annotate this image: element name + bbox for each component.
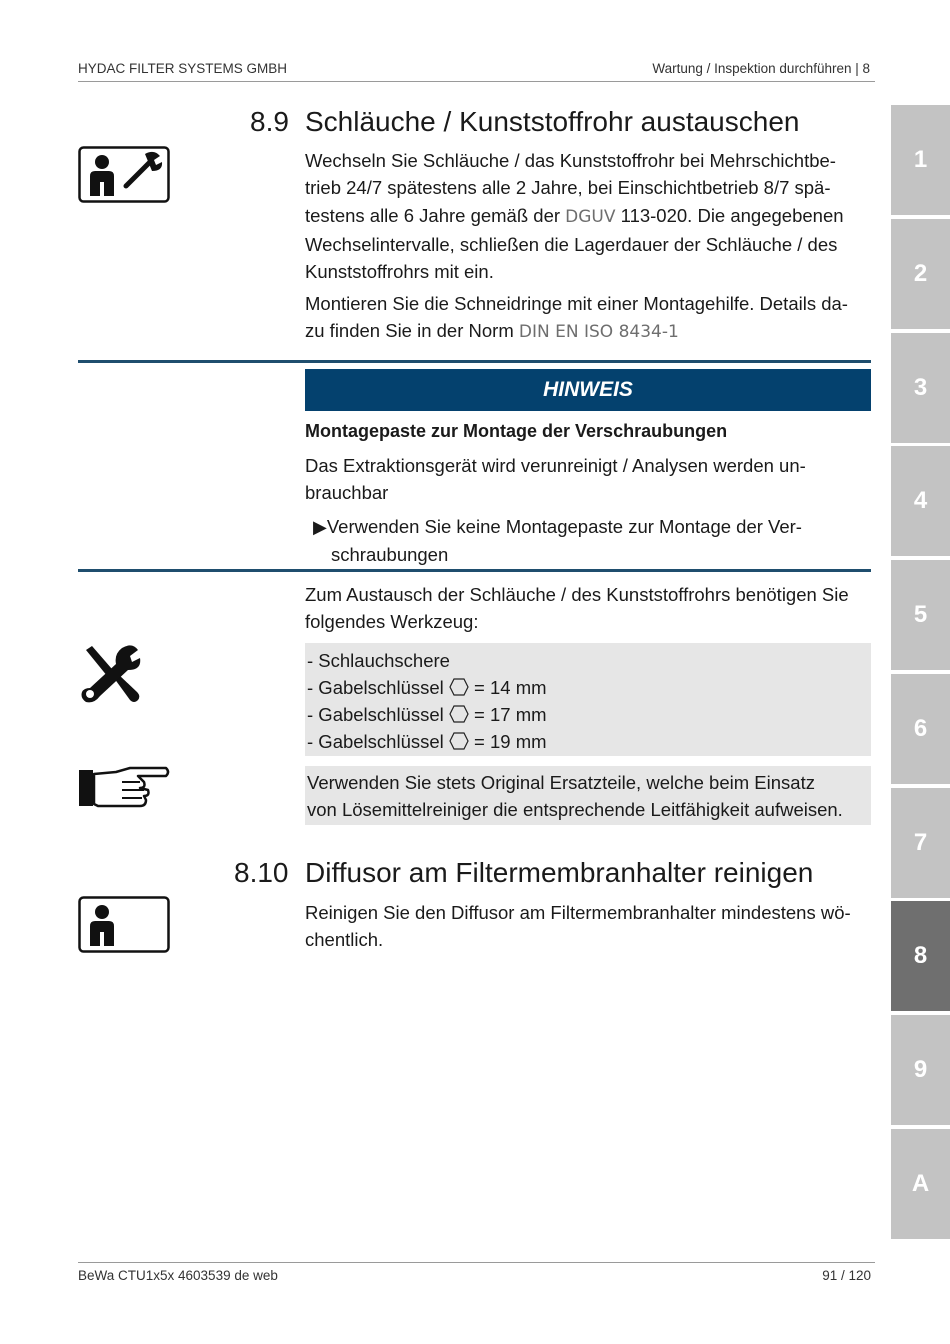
text-fragment: zu finden Sie in der Norm: [305, 320, 519, 342]
chapter-tab-8[interactable]: 8: [891, 901, 950, 1011]
hexagon-wrench-size-icon: [449, 678, 469, 696]
chapter-tab-6[interactable]: 6: [891, 674, 950, 784]
tip-box: [305, 766, 871, 825]
notice-label: HINWEIS: [543, 378, 633, 401]
text-line: Montieren Sie die Schneidringe mit einer Montagehilfe. Details da-: [305, 293, 848, 314]
chapter-tab-3[interactable]: 3: [891, 333, 950, 443]
hexagon-wrench-size-icon: [449, 705, 469, 723]
action-arrow-icon: ▶: [313, 517, 327, 537]
tools-intro: [305, 581, 875, 636]
text-fragment: Verwenden Sie keine Montagepaste zur Montage der Ver-: [326, 516, 802, 537]
text-line: Zum Austausch der Schläuche / des Kunststoffrohrs benötigen Sie: [305, 584, 849, 605]
notice-action: [313, 513, 873, 569]
notice-text: [305, 452, 871, 507]
tool-item: [307, 674, 547, 701]
header-rule: [78, 81, 875, 82]
notice-heading: Montagepaste zur Montage der Verschraubungen: [305, 421, 728, 441]
pointing-hand-icon: [78, 766, 170, 816]
tools-list-box: [305, 643, 871, 756]
specialist-personnel-icon: [78, 146, 170, 208]
text-line: Wechseln Sie Schläuche / das Kunststoffrohr bei Mehrschichtbe-: [305, 150, 836, 171]
personnel-icon: [78, 896, 170, 958]
tools-icon: [78, 642, 142, 711]
tool-item: [307, 647, 450, 674]
text-line: Wechselintervalle, schließen die Lagerdauer der Schläuche / des: [305, 233, 838, 255]
chapter-tab-a[interactable]: A: [891, 1129, 950, 1239]
text-fragment: testens alle 6 Jahre gemäß der: [305, 204, 566, 226]
text-line: folgendes Werkzeug:: [305, 611, 479, 633]
tool-name: - Gabelschlüssel: [307, 677, 444, 698]
notice-bottom-rule: [78, 569, 871, 572]
tool-size: = 19 mm: [474, 731, 547, 752]
footer-document-id: BeWa CTU1x5x 4603539 de web: [78, 1268, 278, 1283]
text-line: [305, 202, 875, 231]
chapter-tab-5[interactable]: 5: [891, 560, 950, 670]
dguv-reference: DGUV: [565, 206, 616, 227]
text-line: Kunststoffrohrs mit ein.: [305, 261, 494, 283]
chapter-tab-7[interactable]: 7: [891, 788, 950, 898]
tool-name: - Gabelschlüssel: [307, 704, 444, 725]
footer-rule: [78, 1262, 875, 1263]
text-line: Verwenden Sie stets Original Ersatzteile, welche beim Einsatz: [307, 772, 815, 793]
tool-size: = 17 mm: [474, 704, 547, 725]
section-number: 8.9: [250, 106, 289, 137]
text-line: schraubungen: [331, 544, 449, 566]
section-title: Schläuche / Kunststoffrohr austauschen: [305, 106, 800, 137]
section-89-paragraph-2: [305, 290, 875, 347]
chapter-tab-4[interactable]: 4: [891, 446, 950, 556]
text-line: [313, 513, 873, 541]
text-line: chentlich.: [305, 929, 384, 951]
section-810-paragraph: [305, 899, 875, 954]
text-fragment: 113-020. Die angegebenen: [615, 204, 844, 226]
tool-name: - Schlauchschere: [307, 650, 450, 671]
tool-item: [307, 701, 547, 728]
header-chapter: Wartung / Inspektion durchführen | 8: [652, 61, 870, 76]
chapter-tab-2[interactable]: 2: [891, 219, 950, 329]
text-line: trieb 24/7 spätestens alle 2 Jahre, bei Einschichtbetrieb 8/7 spä-: [305, 177, 831, 199]
header-company: HYDAC FILTER SYSTEMS GMBH: [78, 61, 288, 76]
norm-reference: DIN EN ISO 8434-1: [518, 322, 679, 343]
section-title: Diffusor am Filtermembranhalter reinigen: [305, 857, 814, 888]
chapter-tab-9[interactable]: 9: [891, 1015, 950, 1125]
text-line: von Lösemittelreiniger die entsprechende Leitfähigkeit aufweisen.: [307, 799, 843, 820]
chapter-tab-1[interactable]: 1: [891, 105, 950, 215]
footer-page-number: 91 / 120: [822, 1268, 871, 1283]
text-line: Das Extraktionsgerät wird verunreinigt / Analysen werden un-: [305, 455, 806, 476]
text-line: Reinigen Sie den Diffusor am Filtermembranhalter mindestens wö-: [305, 902, 851, 923]
hexagon-wrench-size-icon: [449, 732, 469, 750]
section-number: 8.10: [234, 857, 289, 888]
tool-item: [307, 728, 547, 755]
section-89-paragraph-1: [305, 147, 875, 285]
notice-label-bar: [305, 369, 871, 411]
text-line: brauchbar: [305, 482, 389, 504]
notice-top-rule: [78, 360, 871, 363]
tool-name: - Gabelschlüssel: [307, 731, 444, 752]
tool-size: = 14 mm: [474, 677, 547, 698]
text-line: [305, 317, 875, 346]
